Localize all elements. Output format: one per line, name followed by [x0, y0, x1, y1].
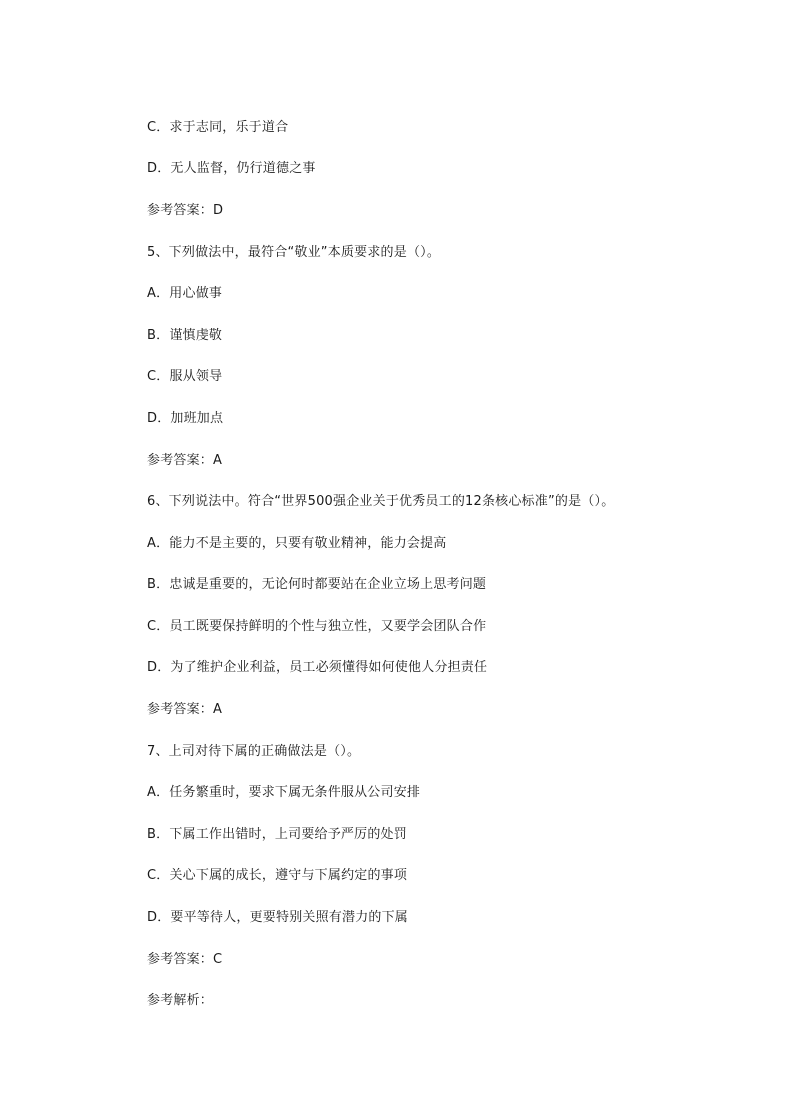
- q5-question: 5、下列做法中，最符合“敬业”本质要求的是（）。: [147, 245, 441, 260]
- q6-option-b: B．忠诚是重要的，无论何时都要站在企业立场上思考问题: [147, 577, 487, 592]
- q4-option-c: C．求于志同，乐于道合: [147, 120, 289, 135]
- q6-question: 6、下列说法中。符合“世界500强企业关于优秀员工的12条核心标准”的是（）。: [147, 494, 615, 509]
- q6-option-a: A．能力不是主要的，只要有敬业精神，能力会提高: [147, 536, 447, 551]
- q7-option-a: A．任务繁重时，要求下属无条件服从公司安排: [147, 785, 421, 800]
- q4-answer: 参考答案：D: [147, 203, 224, 218]
- q7-option-d: D．要平等待人，更要特别关照有潜力的下属: [147, 910, 409, 925]
- q7-explanation-label: 参考解析：: [147, 993, 214, 1008]
- q7-answer: 参考答案：C: [147, 952, 223, 967]
- q6-option-d: D．为了维护企业利益，员工必须懂得如何使他人分担责任: [147, 660, 488, 675]
- q5-option-a: A．用心做事: [147, 286, 223, 301]
- q6-option-c: C．员工既要保持鲜明的个性与独立性，又要学会团队合作: [147, 619, 487, 634]
- q7-option-b: B．下属工作出错时，上司要给予严厉的处罚: [147, 827, 407, 842]
- q5-option-b: B．谨慎虔敬: [147, 328, 223, 343]
- q7-question: 7、上司对待下属的正确做法是（）。: [147, 744, 361, 759]
- q5-answer: 参考答案：A: [147, 453, 223, 468]
- q4-option-d: D．无人监督，仍行道德之事: [147, 161, 316, 176]
- q5-option-c: C．服从领导: [147, 369, 223, 384]
- q7-option-c: C．关心下属的成长，遵守与下属约定的事项: [147, 868, 408, 883]
- q5-option-d: D．加班加点: [147, 411, 224, 426]
- q6-answer: 参考答案：A: [147, 702, 223, 717]
